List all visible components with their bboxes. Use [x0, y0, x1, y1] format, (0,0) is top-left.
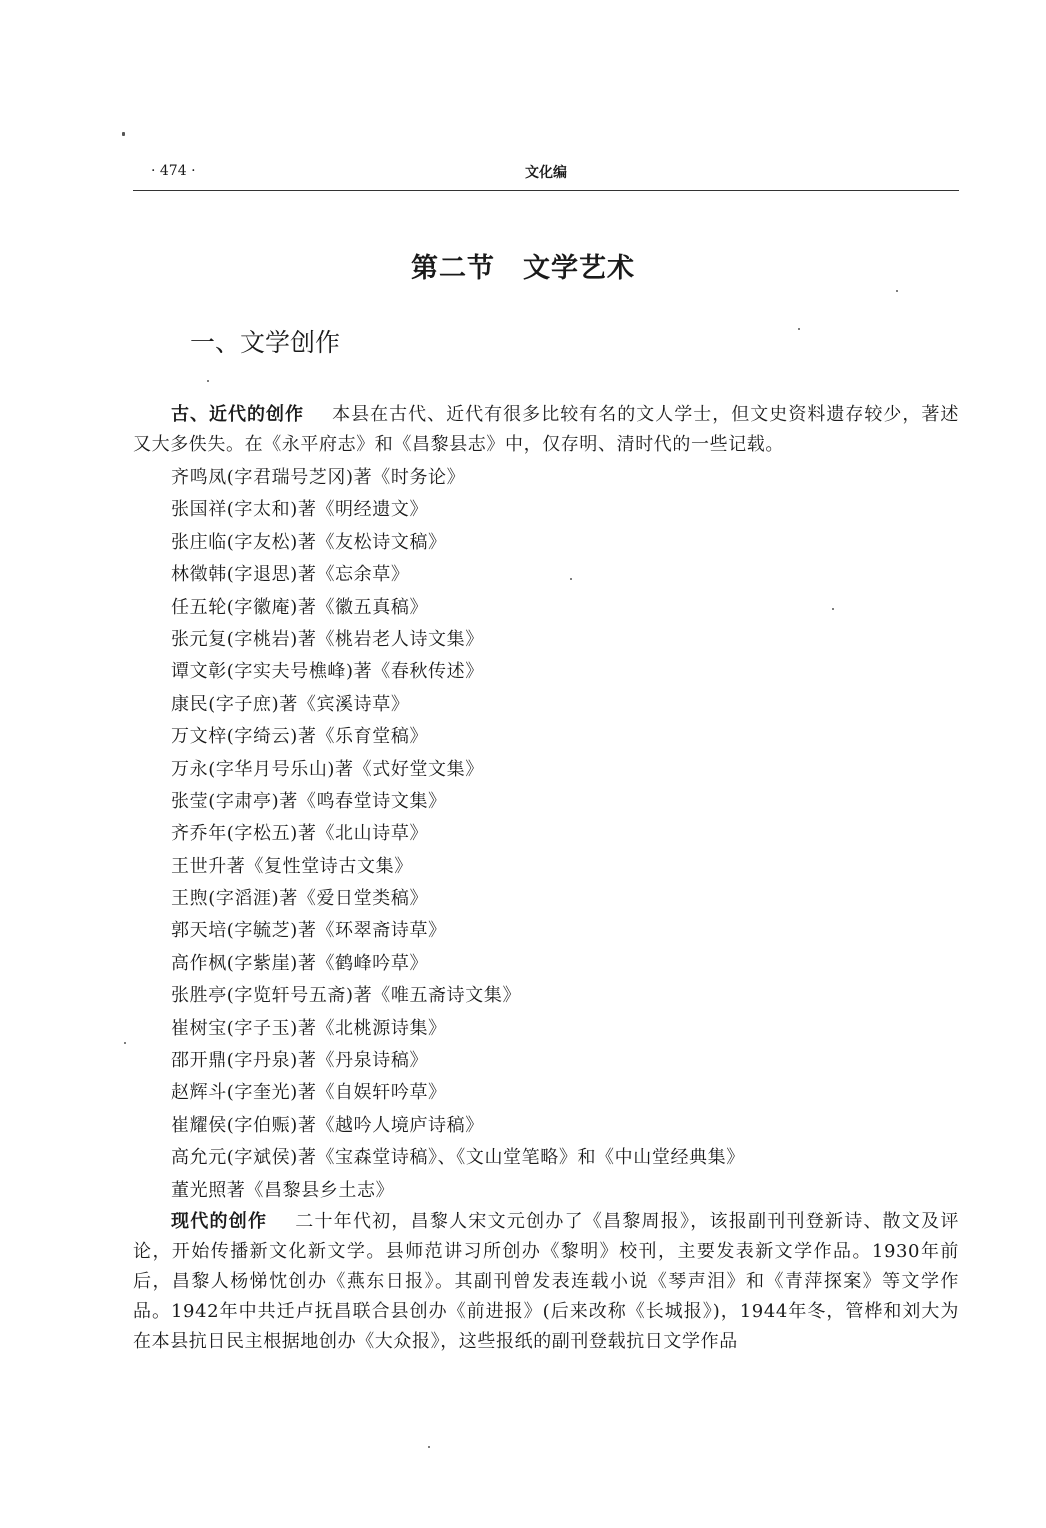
list-item: 张庄临(字友松)著《友松诗文稿》: [171, 531, 447, 553]
scan-speck: [428, 1446, 430, 1448]
list-item: 张莹(字肃亭)著《鸣春堂诗文集》: [171, 790, 447, 812]
list-item: 崔耀侯(字伯赈)著《越吟人境庐诗稿》: [171, 1114, 484, 1136]
list-item: 康民(字子庶)著《宾溪诗草》: [171, 693, 410, 715]
classical-text: 本县在古代、近代有很多比较有名的文人学士，但文史资料遗存较少，著述又大多佚失。在《永平府志》和《昌黎县志》中，仅存明、清时代的一些记载。: [133, 404, 960, 455]
list-item: 崔树宝(字子玉)著《北桃源诗集》: [171, 1017, 447, 1039]
scan-speck: [570, 578, 572, 580]
list-item: 齐鸣凤(字君瑞号芝冈)著《时务论》: [171, 467, 466, 488]
modern-paragraph: [133, 1207, 959, 1357]
running-title: 文化编: [525, 165, 567, 181]
list-item: 王煦(字滔涯)著《爱日堂类稿》: [171, 888, 429, 910]
list-item: 齐乔年(字松五)著《北山诗草》: [171, 823, 429, 845]
section-title: 第二节 文学艺术: [411, 253, 635, 284]
page-header: [133, 160, 959, 191]
body-text: [133, 400, 959, 1357]
list-item: 郭天培(字毓芝)著《环翠斋诗草》: [171, 920, 447, 942]
list-item: 任五轮(字徽庵)著《徽五真稿》: [171, 596, 429, 618]
list-item: 高允元(字斌侯)著《宝森堂诗稿》、《文山堂笔略》和《中山堂经典集》: [171, 1147, 745, 1169]
modern-text: 二十年代初，昌黎人宋文元创办了《昌黎周报》，该报副刊刊登新诗、散文及评论，开始传播新文化新文学。县师范讲习所创办《黎明》校刊，主要发表新文学作品。1930年前后，昌黎人杨悌忱创办《燕东日报》。其副刊曾发表连载小说《琴声泪》和《青萍探案》等文学作品。1942年中共迁卢抚昌联合县创办《前进报》(后来改称《长城报》)，1944年冬，管桦和刘大为在本县抗日民主根据地创办《大众报》，这些报纸的副刊登载抗日文学作品: [133, 1210, 960, 1352]
scan-speck: [124, 1042, 126, 1044]
modern-lead: 现代的创作: [171, 1210, 268, 1232]
list-item: 林徵韩(字退思)著《忘余草》: [171, 564, 410, 586]
list-item: 邵开鼎(字丹泉)著《丹泉诗稿》: [171, 1050, 429, 1072]
list-item: 张胜亭(字览轩号五斋)著《唯五斋诗文集》: [171, 985, 522, 1007]
list-item: 高作枫(字紫崖)著《鹤峰吟草》: [171, 952, 429, 974]
page-number: · 474 ·: [151, 163, 196, 179]
list-item: 张国祥(字太和)著《明经遗文》: [171, 499, 429, 521]
scan-speck: [896, 290, 898, 292]
list-item: 谭文彰(字实夫号樵峰)著《春秋传述》: [171, 661, 484, 683]
classical-paragraph: [133, 400, 959, 460]
subsection-title: 一、文学创作: [190, 328, 341, 357]
list-item: 赵辉斗(字奎光)著《自娱轩吟草》: [171, 1082, 447, 1104]
scan-speck: [832, 608, 834, 610]
list-item: 万文梓(字绮云)著《乐育堂稿》: [171, 726, 429, 748]
list-item: 董光照著《昌黎县乡土志》: [171, 1179, 395, 1201]
scan-speck: [122, 132, 125, 136]
list-item: 王世升著《复性堂诗古文集》: [171, 855, 413, 877]
scan-speck: [798, 328, 800, 330]
list-item: 万永(字华月号乐山)著《式好堂文集》: [171, 758, 484, 780]
works-list: [133, 462, 959, 1207]
list-item: 张元复(字桃岩)著《桃岩老人诗文集》: [171, 628, 484, 650]
scan-speck: [207, 380, 209, 382]
classical-lead: 古、近代的创作: [171, 404, 305, 425]
